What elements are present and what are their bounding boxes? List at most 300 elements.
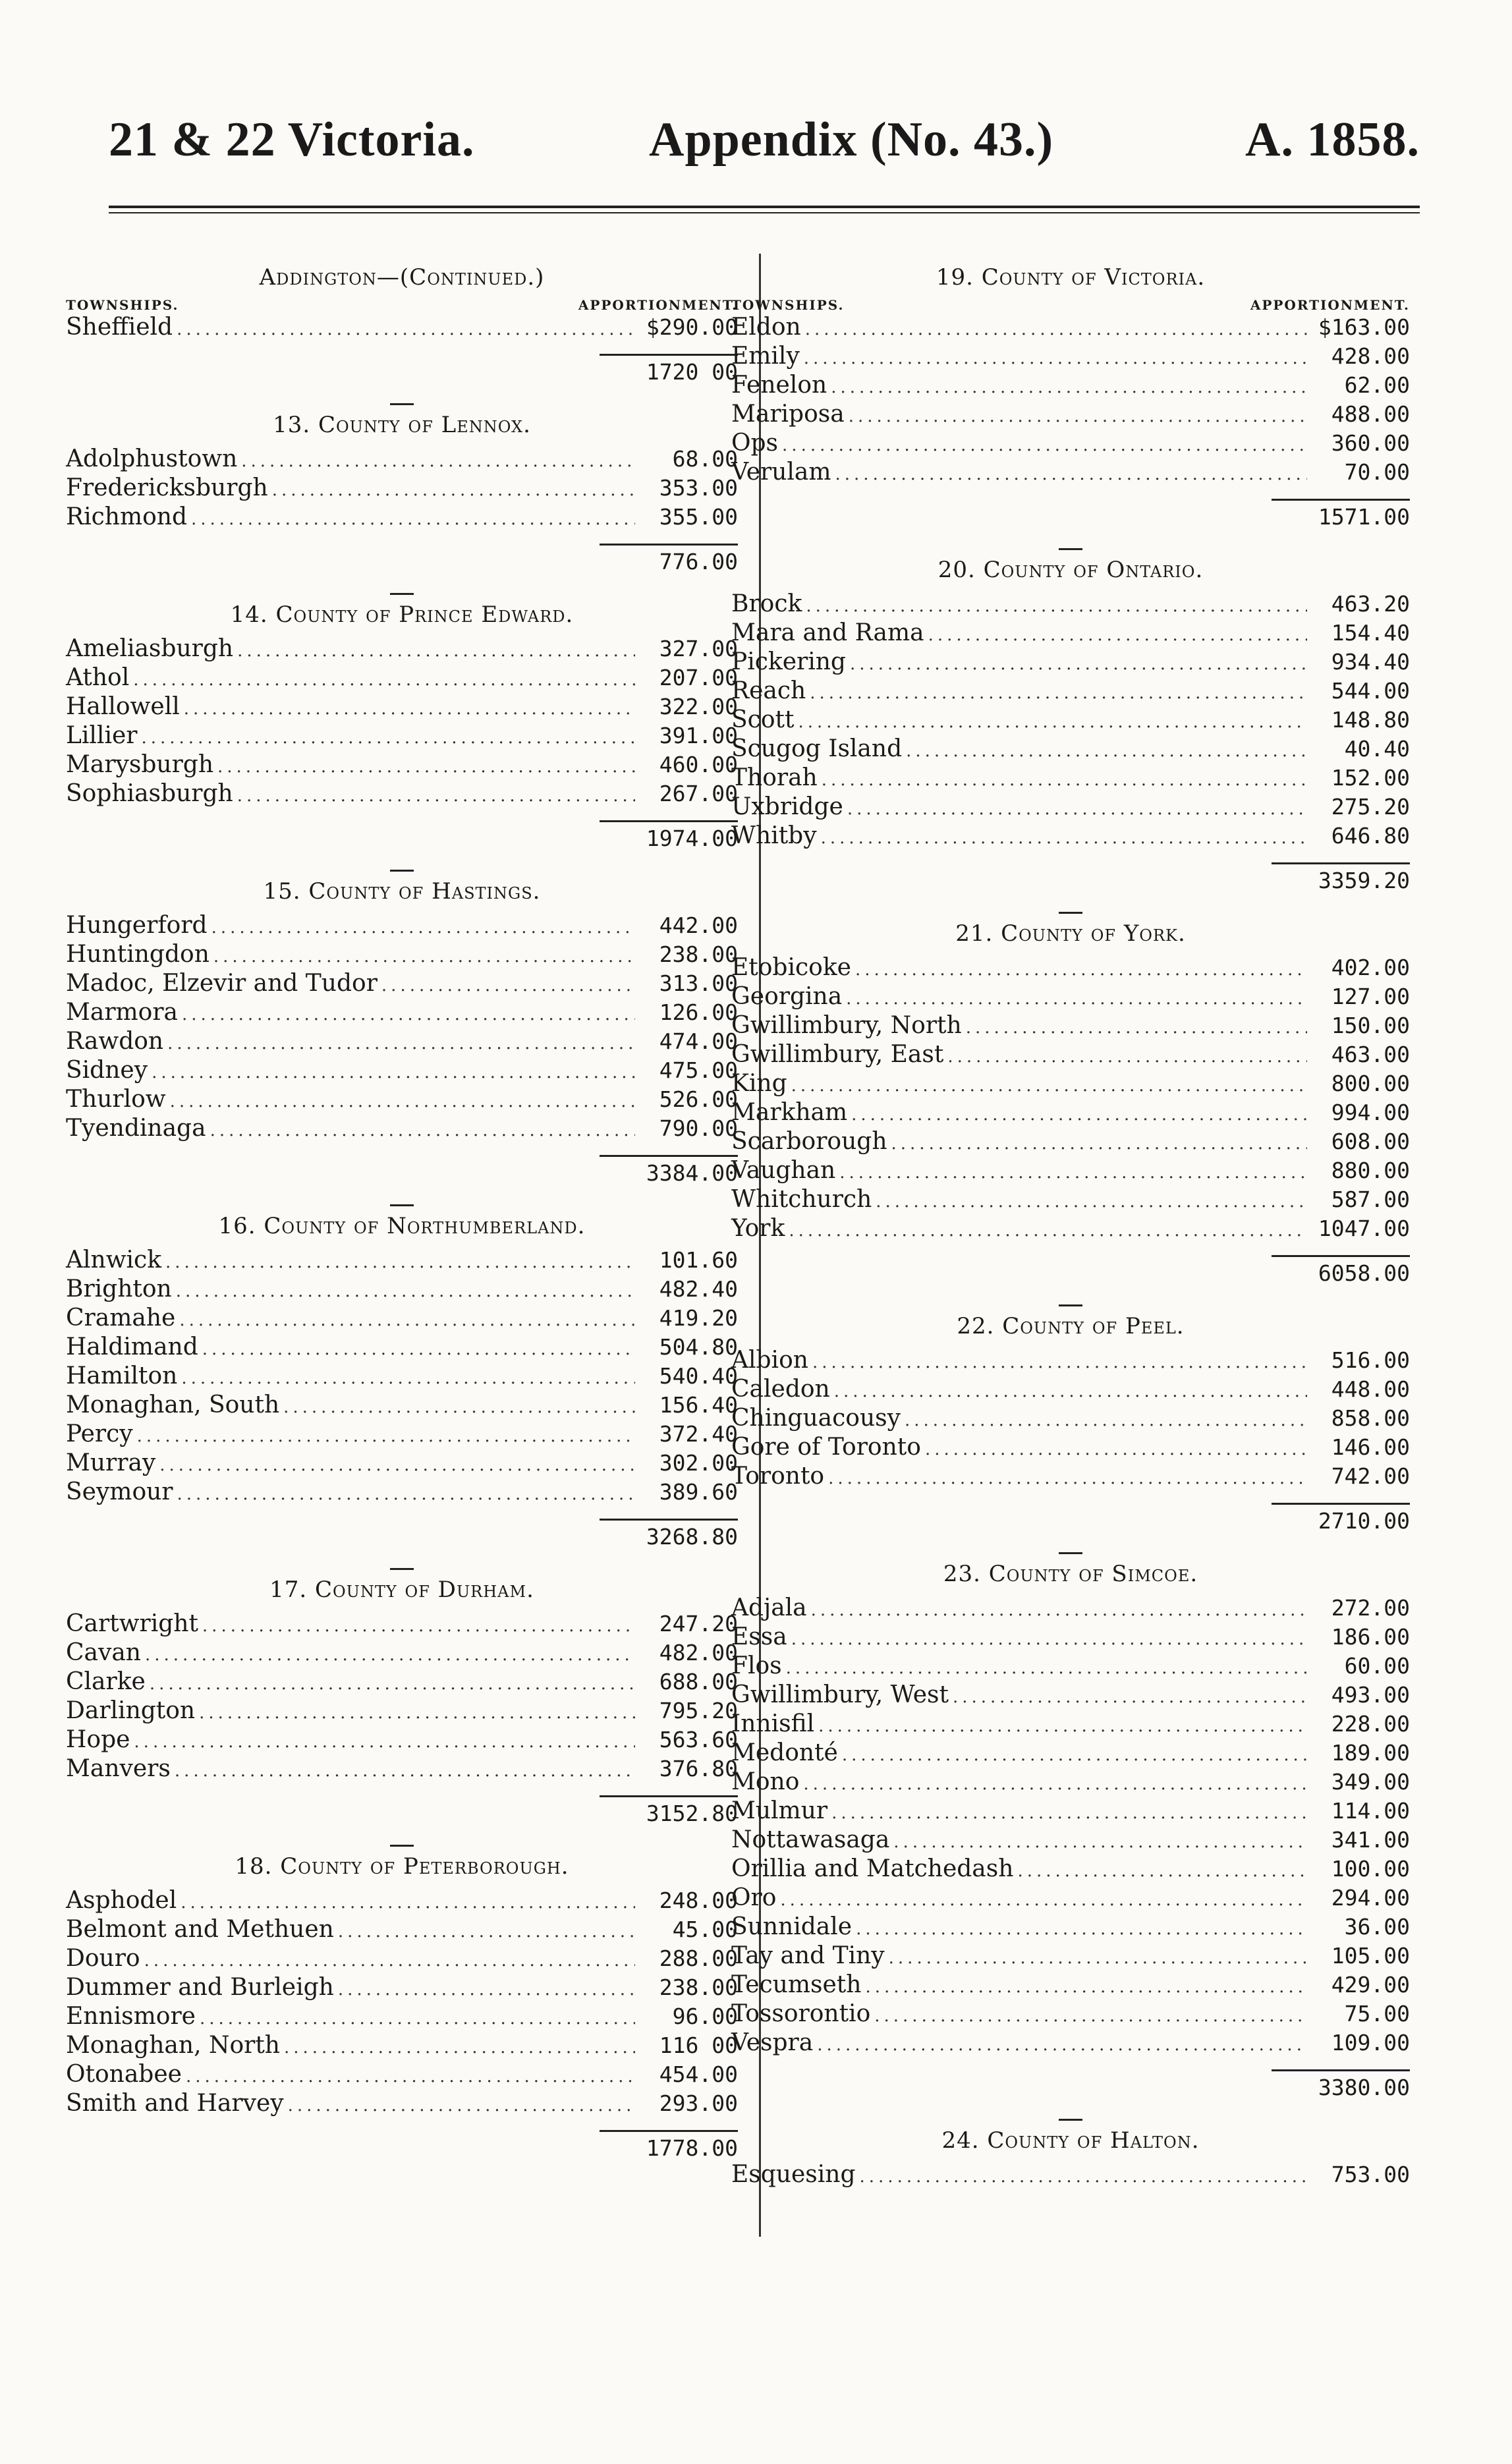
county-section	[731, 1552, 1410, 2104]
header-year: A. 1858.	[1245, 113, 1420, 167]
leader-dots	[200, 2004, 635, 2033]
leader-dots	[181, 1888, 635, 1917]
leader-dots	[237, 781, 635, 810]
township-name: Caledon	[731, 1376, 830, 1403]
leader-dots	[141, 723, 635, 752]
township-name: Murray	[66, 1449, 156, 1476]
leader-dots	[806, 592, 1307, 621]
table-row	[66, 2031, 738, 2060]
apportionment-value: 454.00	[659, 2061, 738, 2087]
county-section	[66, 1204, 738, 1554]
table-row	[731, 1069, 1410, 1098]
township-name: Fredericksburgh	[66, 474, 268, 501]
township-name: Dummer and Burleigh	[66, 1974, 334, 2001]
leader-dots	[133, 665, 635, 694]
county-section	[731, 912, 1410, 1290]
townships-header: TOWNSHIPS.	[66, 297, 179, 313]
township-name: Ennismore	[66, 2003, 196, 2030]
table-row	[731, 1433, 1410, 1462]
leader-dots	[791, 1625, 1307, 1654]
apportionment-value: 70.00	[1344, 459, 1410, 485]
table-row	[731, 764, 1410, 793]
county-title: 17. County of Durham.	[269, 1577, 534, 1603]
table-row	[731, 371, 1410, 400]
table-row	[731, 1652, 1410, 1681]
township-name: Manvers	[66, 1755, 171, 1782]
section-dash	[390, 403, 414, 405]
township-name: Eldon	[731, 314, 801, 341]
leader-dots	[947, 1042, 1307, 1071]
county-total: 6058.00	[1318, 1260, 1410, 1286]
apportionment-value: 460.00	[659, 752, 738, 777]
apportionment-value: 355.00	[659, 504, 738, 530]
county-total: 2710.00	[1318, 1508, 1410, 1534]
header-rule-bottom	[109, 212, 1420, 213]
township-name: Thurlow	[66, 1086, 166, 1113]
table-row	[66, 1027, 738, 1056]
section-dash	[390, 1568, 414, 1570]
table-row	[731, 1855, 1410, 1884]
table-row	[66, 1667, 738, 1696]
township-name: Emily	[731, 343, 800, 370]
apportionment-value: 148.80	[1331, 707, 1410, 733]
township-name: Madoc, Elzevir and Tudor	[66, 970, 378, 997]
township-name: Pickering	[731, 648, 846, 675]
leader-dots	[831, 373, 1307, 402]
township-name: Belmont and Methuen	[66, 1916, 334, 1943]
township-name: Huntingdon	[66, 941, 210, 968]
table-row	[66, 2002, 738, 2031]
apportionment-value: 114.00	[1331, 1798, 1410, 1824]
table-row	[66, 1915, 738, 1944]
township-name: Cramahe	[66, 1304, 176, 1331]
table-row	[66, 1449, 738, 1478]
leader-dots	[199, 1698, 635, 1727]
township-name: Medonté	[731, 1739, 838, 1766]
apportionment-value: 60.00	[1344, 1653, 1410, 1679]
table-row	[66, 779, 738, 808]
leader-dots	[849, 402, 1307, 431]
township-name: Orillia and Matchedash	[731, 1855, 1014, 1882]
table-row	[731, 1098, 1410, 1127]
leader-dots	[818, 1712, 1307, 1741]
county-total: 776.00	[659, 549, 738, 574]
leader-dots	[177, 315, 635, 344]
table-row	[731, 735, 1410, 764]
table-row	[66, 503, 738, 532]
table-row	[731, 1594, 1410, 1623]
apportionment-value: 96.00	[672, 2003, 738, 2029]
table-row	[731, 677, 1410, 706]
township-name: Smith and Harvey	[66, 2090, 284, 2117]
apportionment-value: 45.00	[672, 1917, 738, 1942]
township-name: Marmora	[66, 999, 179, 1026]
leader-dots	[812, 1348, 1307, 1377]
township-name: Chinguacousy	[731, 1405, 901, 1432]
county-title: 18. County of Peterborough.	[235, 1853, 569, 1880]
county-section	[66, 593, 738, 855]
header-session: 21 & 22 Victoria.	[109, 113, 475, 167]
right-column	[731, 260, 1410, 2204]
table-row	[731, 1185, 1410, 1214]
leader-dots	[284, 2033, 635, 2062]
table-row	[731, 706, 1410, 735]
table-row	[66, 313, 738, 342]
apportionment-value: 587.00	[1331, 1187, 1410, 1212]
leader-dots	[1017, 1857, 1307, 1886]
leader-dots	[144, 1946, 635, 1975]
apportionment-value: 391.00	[659, 723, 738, 748]
left-column	[66, 260, 738, 2179]
apportionment-value: 302.00	[659, 1450, 738, 1476]
apportionment-value: 742.00	[1331, 1463, 1410, 1489]
table-row	[66, 1391, 738, 1420]
township-name: Percy	[66, 1420, 133, 1447]
leader-dots	[817, 2030, 1307, 2059]
table-row	[731, 1913, 1410, 1942]
section-dash	[1059, 1304, 1082, 1306]
table-row	[731, 1681, 1410, 1710]
township-name: Mara and Rama	[731, 619, 924, 646]
township-name: Thorah	[731, 764, 818, 791]
table-row	[731, 1826, 1410, 1855]
township-name: Vaughan	[731, 1157, 836, 1184]
table-row	[66, 1610, 738, 1638]
township-name: Darlington	[66, 1697, 196, 1724]
table-row	[66, 998, 738, 1027]
apportionment-value: 313.00	[659, 970, 738, 996]
township-name: Asphodel	[66, 1887, 177, 1914]
leader-dots	[874, 2002, 1307, 2030]
leader-dots	[905, 1406, 1307, 1435]
leader-dots	[925, 1435, 1307, 1464]
apportionment-value: $163.00	[1318, 314, 1410, 340]
table-row	[66, 969, 738, 998]
apportionment-header: APPORTIONMENT.	[1250, 297, 1410, 313]
township-name: Douro	[66, 1945, 140, 1972]
county-total: 3384.00	[646, 1160, 738, 1186]
leader-dots	[860, 2162, 1307, 2191]
township-name: Uxbridge	[731, 793, 843, 820]
leader-dots	[134, 1727, 635, 1756]
township-name: Monaghan, North	[66, 2032, 280, 2059]
leader-dots	[842, 1741, 1307, 1770]
township-name: Brock	[731, 590, 802, 617]
apportionment-value: 504.80	[659, 1334, 738, 1360]
apportionment-value: 488.00	[1331, 401, 1410, 427]
township-name: Haldimand	[66, 1333, 198, 1360]
township-name: Richmond	[66, 503, 188, 530]
table-row	[731, 822, 1410, 851]
apportionment-value: 753.00	[1331, 2162, 1410, 2187]
table-row	[731, 1346, 1410, 1375]
apportionment-value: 482.40	[659, 1276, 738, 1302]
table-row	[66, 1420, 738, 1449]
township-name: Mulmur	[731, 1797, 828, 1824]
township-name: Scarborough	[731, 1128, 887, 1155]
county-section	[731, 548, 1410, 897]
leader-dots	[272, 476, 635, 505]
township-name: Georgina	[731, 983, 843, 1010]
township-name: Tyendinaga	[66, 1115, 206, 1142]
township-name: Etobicoke	[731, 954, 851, 981]
county-total: 3359.20	[1318, 868, 1410, 893]
table-row	[66, 721, 738, 750]
township-name: Brighton	[66, 1275, 172, 1302]
table-row	[731, 342, 1410, 371]
township-name: Fenelon	[731, 372, 827, 399]
township-name: Innisfil	[731, 1710, 815, 1737]
leader-dots	[152, 1058, 635, 1087]
table-row	[66, 1362, 738, 1391]
apportionment-value: 516.00	[1331, 1347, 1410, 1373]
apportionment-value: 419.20	[659, 1305, 738, 1331]
section-dash	[390, 870, 414, 872]
apportionment-value: 238.00	[659, 1974, 738, 2000]
apportionment-value: 275.20	[1331, 794, 1410, 820]
leader-dots	[831, 1799, 1307, 1828]
leader-dots	[202, 1611, 635, 1640]
county-total: 3380.00	[1318, 2075, 1410, 2100]
leader-dots	[876, 1187, 1307, 1216]
township-name: Ameliasburgh	[66, 635, 234, 662]
township-name: Clarke	[66, 1668, 146, 1695]
apportionment-value: 994.00	[1331, 1100, 1410, 1125]
leader-dots	[213, 942, 635, 971]
township-name: Nottawasaga	[731, 1826, 890, 1853]
table-row	[66, 2089, 738, 2118]
table-row	[731, 648, 1410, 677]
table-row	[66, 634, 738, 663]
township-name: Hallowell	[66, 693, 180, 720]
county-total: 1974.00	[646, 826, 738, 851]
apportionment-value: 116 00	[659, 2032, 738, 2058]
table-row	[66, 1725, 738, 1754]
table-row	[731, 793, 1410, 822]
township-name: Alnwick	[66, 1246, 162, 1274]
table-row	[66, 1973, 738, 2002]
county-section	[731, 264, 1410, 534]
leader-dots	[780, 1886, 1307, 1915]
table-row	[731, 1011, 1410, 1040]
apportionment-value: 267.00	[659, 781, 738, 806]
township-name: Cavan	[66, 1639, 141, 1666]
township-name: Monaghan, South	[66, 1391, 280, 1418]
table-row	[731, 1462, 1410, 1491]
township-name: Hungerford	[66, 912, 208, 939]
apportionment-value: 228.00	[1331, 1711, 1410, 1737]
county-title: 19. County of Victoria.	[936, 264, 1206, 291]
table-row	[66, 1246, 738, 1275]
leader-dots	[184, 694, 635, 723]
township-name: Vespra	[731, 2029, 814, 2056]
leader-dots	[202, 1335, 635, 1364]
township-name: Adjala	[731, 1594, 807, 1621]
section-dash	[390, 593, 414, 595]
table-row	[66, 1944, 738, 1973]
table-row	[66, 2060, 738, 2089]
leader-dots	[237, 636, 635, 665]
apportionment-value: 858.00	[1331, 1405, 1410, 1431]
leader-dots	[893, 1828, 1307, 1857]
apportionment-value: 327.00	[659, 636, 738, 661]
leader-dots	[804, 344, 1307, 373]
township-name: Albion	[731, 1347, 808, 1374]
apportionment-value: 482.00	[659, 1640, 738, 1666]
table-row	[66, 1696, 738, 1725]
table-row	[731, 1214, 1410, 1243]
leader-dots	[338, 1917, 635, 1946]
township-name: Gwillimbury, North	[731, 1012, 962, 1039]
leader-dots	[150, 1669, 635, 1698]
leader-dots	[834, 1377, 1307, 1406]
apportionment-value: 238.00	[659, 941, 738, 967]
leader-dots	[821, 824, 1307, 853]
apportionment-value: 540.40	[659, 1363, 738, 1389]
township-name: Sidney	[66, 1057, 148, 1084]
township-name: Toronto	[731, 1463, 825, 1490]
table-row	[66, 1114, 738, 1143]
table-row	[66, 1056, 738, 1085]
leader-dots	[786, 1654, 1307, 1683]
table-row	[731, 1375, 1410, 1404]
section-dash	[1059, 548, 1082, 550]
apportionment-value: 790.00	[659, 1115, 738, 1141]
township-name: Lillier	[66, 722, 138, 749]
apportionment-value: 475.00	[659, 1057, 738, 1083]
leader-dots	[217, 752, 635, 781]
township-name: Whitby	[731, 822, 817, 849]
table-row	[66, 663, 738, 692]
leader-dots	[865, 1973, 1307, 2002]
township-name: Sunnidale	[731, 1913, 853, 1940]
township-name: Whitchurch	[731, 1186, 872, 1213]
leader-dots	[165, 1248, 635, 1277]
apportionment-value: 293.00	[659, 2090, 738, 2116]
county-total: 3268.80	[646, 1524, 738, 1550]
table-row	[731, 1884, 1410, 1913]
apportionment-value: 1047.00	[1318, 1216, 1410, 1241]
apportionment-value: 40.40	[1344, 736, 1410, 762]
table-row	[731, 1127, 1410, 1156]
table-row	[731, 953, 1410, 982]
apportionment-value: 688.00	[659, 1669, 738, 1694]
section-dash	[390, 1845, 414, 1847]
apportionment-value: 146.00	[1331, 1434, 1410, 1460]
leader-dots	[179, 1306, 635, 1335]
table-row	[66, 474, 738, 503]
township-name: Scott	[731, 706, 795, 733]
township-name: Markham	[731, 1099, 848, 1126]
apportionment-value: 247.20	[659, 1611, 738, 1637]
table-row	[66, 750, 738, 779]
table-row	[731, 400, 1410, 429]
apportionment-value: 448.00	[1331, 1376, 1410, 1402]
county-title: Addington—(Continued.)	[259, 264, 545, 291]
township-name: Hamilton	[66, 1362, 178, 1389]
leader-dots	[966, 1013, 1307, 1042]
leader-dots	[953, 1683, 1307, 1712]
county-total: 3152.80	[646, 1801, 738, 1826]
apportionment-value: 152.00	[1331, 765, 1410, 791]
township-name: Marysburgh	[66, 751, 214, 778]
apportionment-value: 442.00	[659, 912, 738, 938]
leader-dots	[176, 1277, 635, 1306]
township-name: Hope	[66, 1726, 130, 1753]
table-row	[66, 692, 738, 721]
leader-dots	[906, 737, 1307, 766]
township-name: Otonabee	[66, 2061, 182, 2088]
header-appendix: Appendix (No. 43.)	[649, 113, 1054, 167]
county-title: 14. County of Prince Edward.	[230, 602, 574, 628]
table-row	[66, 940, 738, 969]
township-name: Esquesing	[731, 2161, 856, 2188]
apportionment-value: 105.00	[1331, 1943, 1410, 1969]
township-name: Oro	[731, 1884, 777, 1911]
apportionment-value: 62.00	[1344, 372, 1410, 398]
leader-dots	[839, 1158, 1307, 1187]
leader-dots	[851, 1100, 1307, 1129]
apportionment-value: 429.00	[1331, 1972, 1410, 1998]
leader-dots	[856, 1915, 1307, 1944]
leader-dots	[850, 650, 1307, 679]
apportionment-value: 428.00	[1331, 343, 1410, 369]
apportionment-value: 376.80	[659, 1756, 738, 1781]
table-row	[66, 1333, 738, 1362]
county-total: 1571.00	[1318, 504, 1410, 530]
county-title: 13. County of Lennox.	[273, 412, 531, 438]
apportionment-value: 75.00	[1344, 2001, 1410, 2027]
apportionment-value: 36.00	[1344, 1914, 1410, 1940]
leader-dots	[338, 1975, 635, 2004]
leader-dots	[175, 1756, 635, 1785]
township-name: Sophiasburgh	[66, 780, 233, 807]
leader-dots	[159, 1451, 635, 1480]
county-section	[66, 1845, 738, 2165]
leader-dots	[835, 460, 1307, 489]
township-name: Tecumseth	[731, 1971, 862, 1998]
county-total: 1778.00	[646, 2135, 738, 2161]
county-section	[731, 2119, 1410, 2189]
table-row	[731, 619, 1410, 648]
leader-dots	[928, 621, 1307, 650]
leader-dots	[241, 447, 635, 476]
apportionment-value: 322.00	[659, 694, 738, 719]
apportionment-value: 372.40	[659, 1421, 738, 1447]
apportionment-value: 608.00	[1331, 1129, 1410, 1154]
apportionment-value: 493.00	[1331, 1682, 1410, 1708]
table-row	[731, 1739, 1410, 1768]
township-name: Rawdon	[66, 1028, 164, 1055]
leader-dots	[167, 1029, 635, 1058]
leader-dots	[182, 1000, 635, 1029]
apportionment-value: 126.00	[659, 999, 738, 1025]
table-row	[731, 1797, 1410, 1826]
apportionment-value: 353.00	[659, 475, 738, 501]
leader-dots	[186, 2062, 635, 2091]
table-row	[66, 1886, 738, 1915]
township-name: Sheffield	[66, 314, 173, 341]
leader-dots	[211, 913, 635, 942]
apportionment-value: 349.00	[1331, 1769, 1410, 1795]
apportionment-value: 646.80	[1331, 823, 1410, 849]
county-title: 21. County of York.	[955, 920, 1186, 947]
county-title: 16. County of Northumberland.	[218, 1213, 586, 1239]
township-name: Tossorontio	[731, 2000, 871, 2027]
apportionment-value: 544.00	[1331, 678, 1410, 704]
leader-dots	[889, 1944, 1307, 1973]
apportionment-value: 294.00	[1331, 1885, 1410, 1911]
